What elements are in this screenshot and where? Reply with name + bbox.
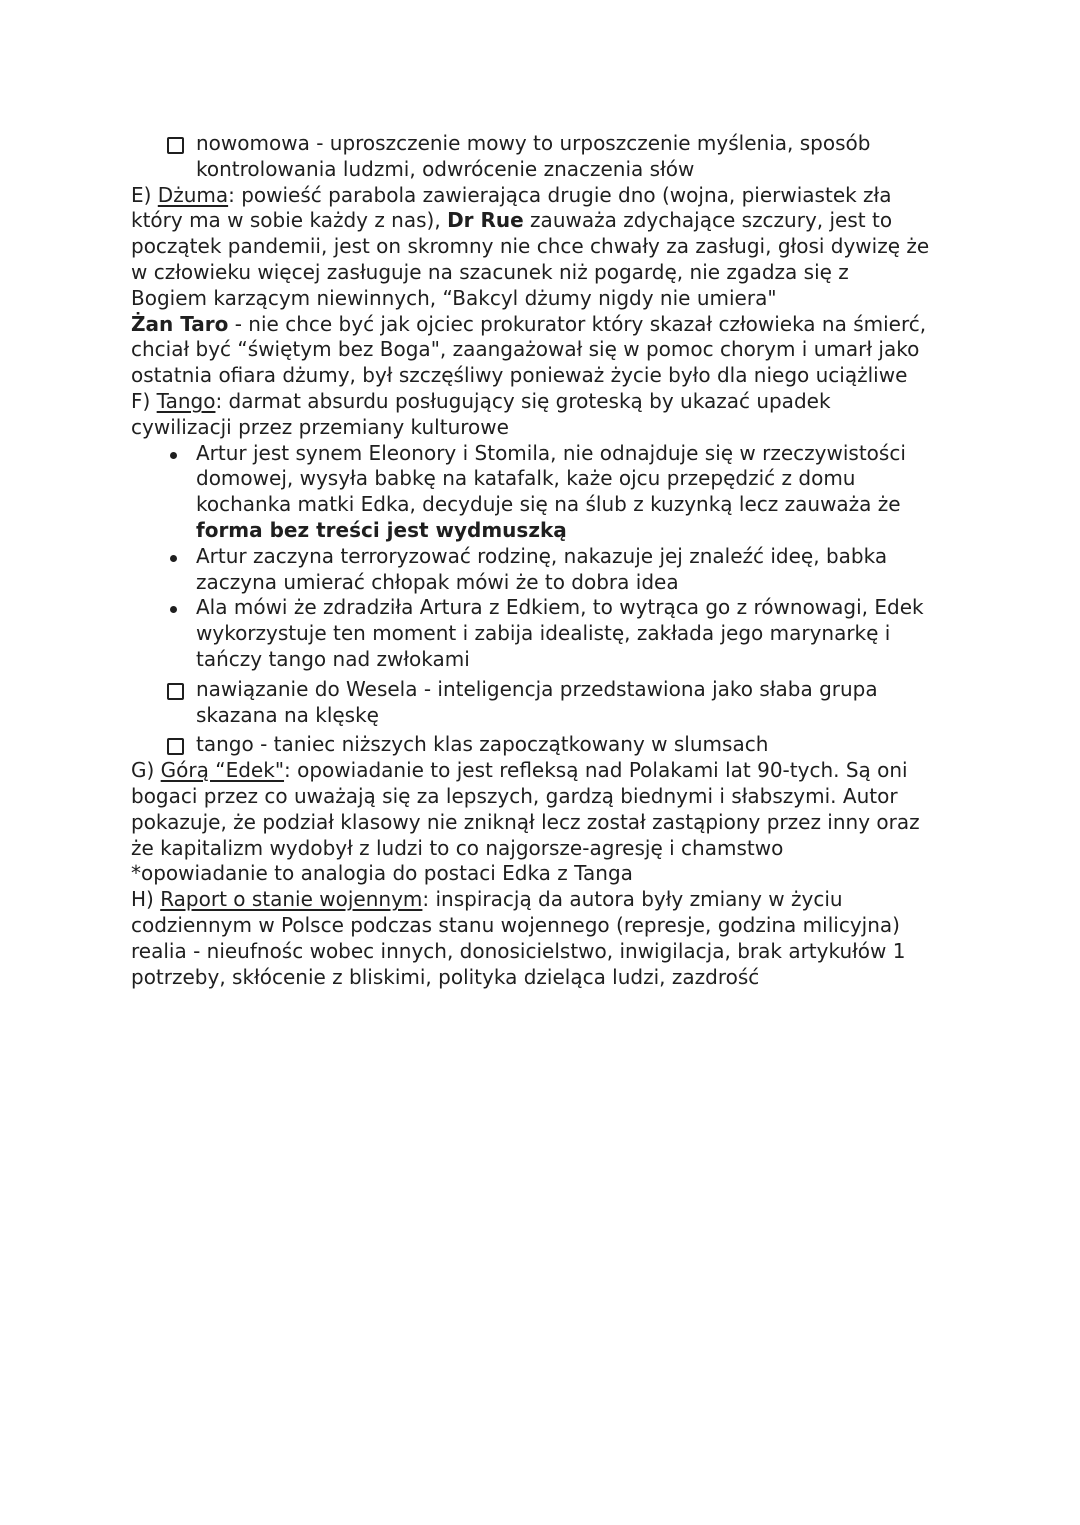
text-line: cywilizacji przez przemiany kulturowe [131, 414, 509, 439]
section-prefix: F) [131, 388, 157, 413]
text-line: początek pandemii, jest on skromny nie chce chwały za zasługi, głosi dywizę że [131, 234, 930, 259]
text-span: : opowiadanie to jest refleksą nad Polakami lat 90-tych. Są oni [284, 758, 908, 783]
text-line: Artur zaczyna terroryzować rodzinę, nakazuje jej znaleźć ideę, babka [196, 543, 888, 568]
text-line: wykorzystuje ten moment i zabija idealistę, zakłada jego marynarkę i [196, 621, 891, 646]
text-line [131, 183, 961, 209]
text-line: Bogiem karzącym niewinnych, “Bakcyl dżumy nigdy nie umiera" [131, 285, 777, 310]
text-span: - nie chce być jak ojciec prokurator który skazał człowieka na śmierć, [228, 311, 927, 336]
text-line [131, 758, 961, 784]
section-title: Tango [156, 388, 216, 413]
checklist-item-nowomowa [131, 131, 961, 183]
section-h-raport [131, 887, 961, 990]
text-line: nawiązanie do Wesela - inteligencja przedstawiona jako słaba grupa [196, 676, 878, 701]
text-line: w człowieku więcej zasługuje na szacunek niż pogardę, nie zgadza się z [131, 259, 849, 284]
text-line: *opowiadanie to analogia do postaci Edka z Tanga [131, 861, 633, 886]
text-line: pokazuje, że podział klasowy nie zniknął lecz został zastąpiony przez inny oraz [131, 809, 920, 834]
text-line: chciał być “świętym bez Boga", zaangażował się w pomoc chorym i umarł jako [131, 337, 920, 362]
checklist-item-tango [131, 732, 961, 758]
text-line [131, 312, 961, 338]
notes-content [131, 131, 961, 990]
text-line: kontrolowania ludzmi, odwrócenie znaczenia słów [196, 156, 695, 181]
section-title: Górą “Edek" [160, 758, 285, 783]
section-prefix: G) [131, 758, 161, 783]
bold-name: Żan Taro [131, 311, 229, 336]
bullet-icon [170, 452, 177, 459]
text-line [131, 887, 961, 913]
section-title: Raport o stanie wojennym [160, 887, 423, 912]
text-line: nowomowa - uproszczenie mowy to urposzczenie myślenia, sposób [196, 131, 871, 155]
section-prefix: H) [131, 887, 161, 912]
text-line: tańczy tango nad zwłokami [196, 646, 470, 671]
section-g-edek [131, 758, 961, 887]
bold-line: forma bez treści jest wydmuszką [196, 517, 567, 542]
text-span: : inspiracją da autora były zmiany w życiu [422, 887, 843, 912]
text-span: : powieść parabola zawierająca drugie dno (wojna, pierwiastek zła [228, 182, 892, 207]
section-prefix: E) [131, 182, 158, 207]
bullet-icon [170, 555, 177, 562]
section-f-tango [131, 389, 961, 758]
checkbox-icon[interactable] [167, 137, 184, 154]
text-line: realia - nieufnośc wobec innych, donosicielstwo, inwigilacja, brak artykułów 1 [131, 938, 906, 963]
checkbox-icon[interactable] [167, 683, 184, 700]
bullet-item [131, 441, 961, 544]
text-line: domowej, wysyła babkę na katafalk, każe ojcu przepędzić z domu [196, 466, 856, 491]
section-title: Dżuma [157, 182, 229, 207]
text-span: który ma w sobie każdy z nas), [131, 208, 448, 233]
checkbox-icon[interactable] [167, 738, 184, 755]
text-span: zauważa zdychające szczury, jest to [523, 208, 893, 233]
text-line: Ala mówi że zdradziła Artura z Edkiem, to wytrąca go z równowagi, Edek [196, 595, 924, 620]
text-line: potrzeby, skłócenie z bliskimi, polityka dzieląca ludzi, zazdrość [131, 964, 760, 989]
bold-name: Dr Rue [447, 208, 524, 233]
text-line: zaczyna umierać chłopak mówi że to dobra idea [196, 569, 679, 594]
bullet-item [131, 595, 961, 672]
checklist-item-wesele [131, 677, 961, 729]
text-line: codziennym w Polsce podczas stanu wojennego (represje, godzina milicyjna) [131, 912, 900, 937]
text-span: : darmat absurdu posługujący się groteską by ukazać upadek [215, 388, 831, 413]
text-line: Artur jest synem Eleonory i Stomila, nie odnajduje się w rzeczywistości [196, 440, 906, 465]
text-line: tango - taniec niższych klas zapoczątkowany w slumsach [196, 732, 769, 757]
text-line [131, 208, 961, 234]
text-line: kochanka matki Edka, decyduje się na ślub z kuzynką lecz zauważa że [196, 492, 901, 517]
bullet-item [131, 544, 961, 596]
text-line: bogaci przez co uważają się za lepszych, gardzą biednymi i słabszymi. Autor [131, 783, 898, 808]
text-line [131, 389, 961, 415]
text-line: skazana na klęskę [196, 702, 379, 727]
text-line: że kapitalizm wydobył z ludzi to co najgorsze-agresję i chamstwo [131, 835, 784, 860]
text-line: ostatnia ofiara dżumy, był szczęśliwy ponieważ życie było dla niego uciążliwe [131, 363, 908, 388]
bullet-icon [170, 606, 177, 613]
section-e-dzuma [131, 183, 961, 389]
